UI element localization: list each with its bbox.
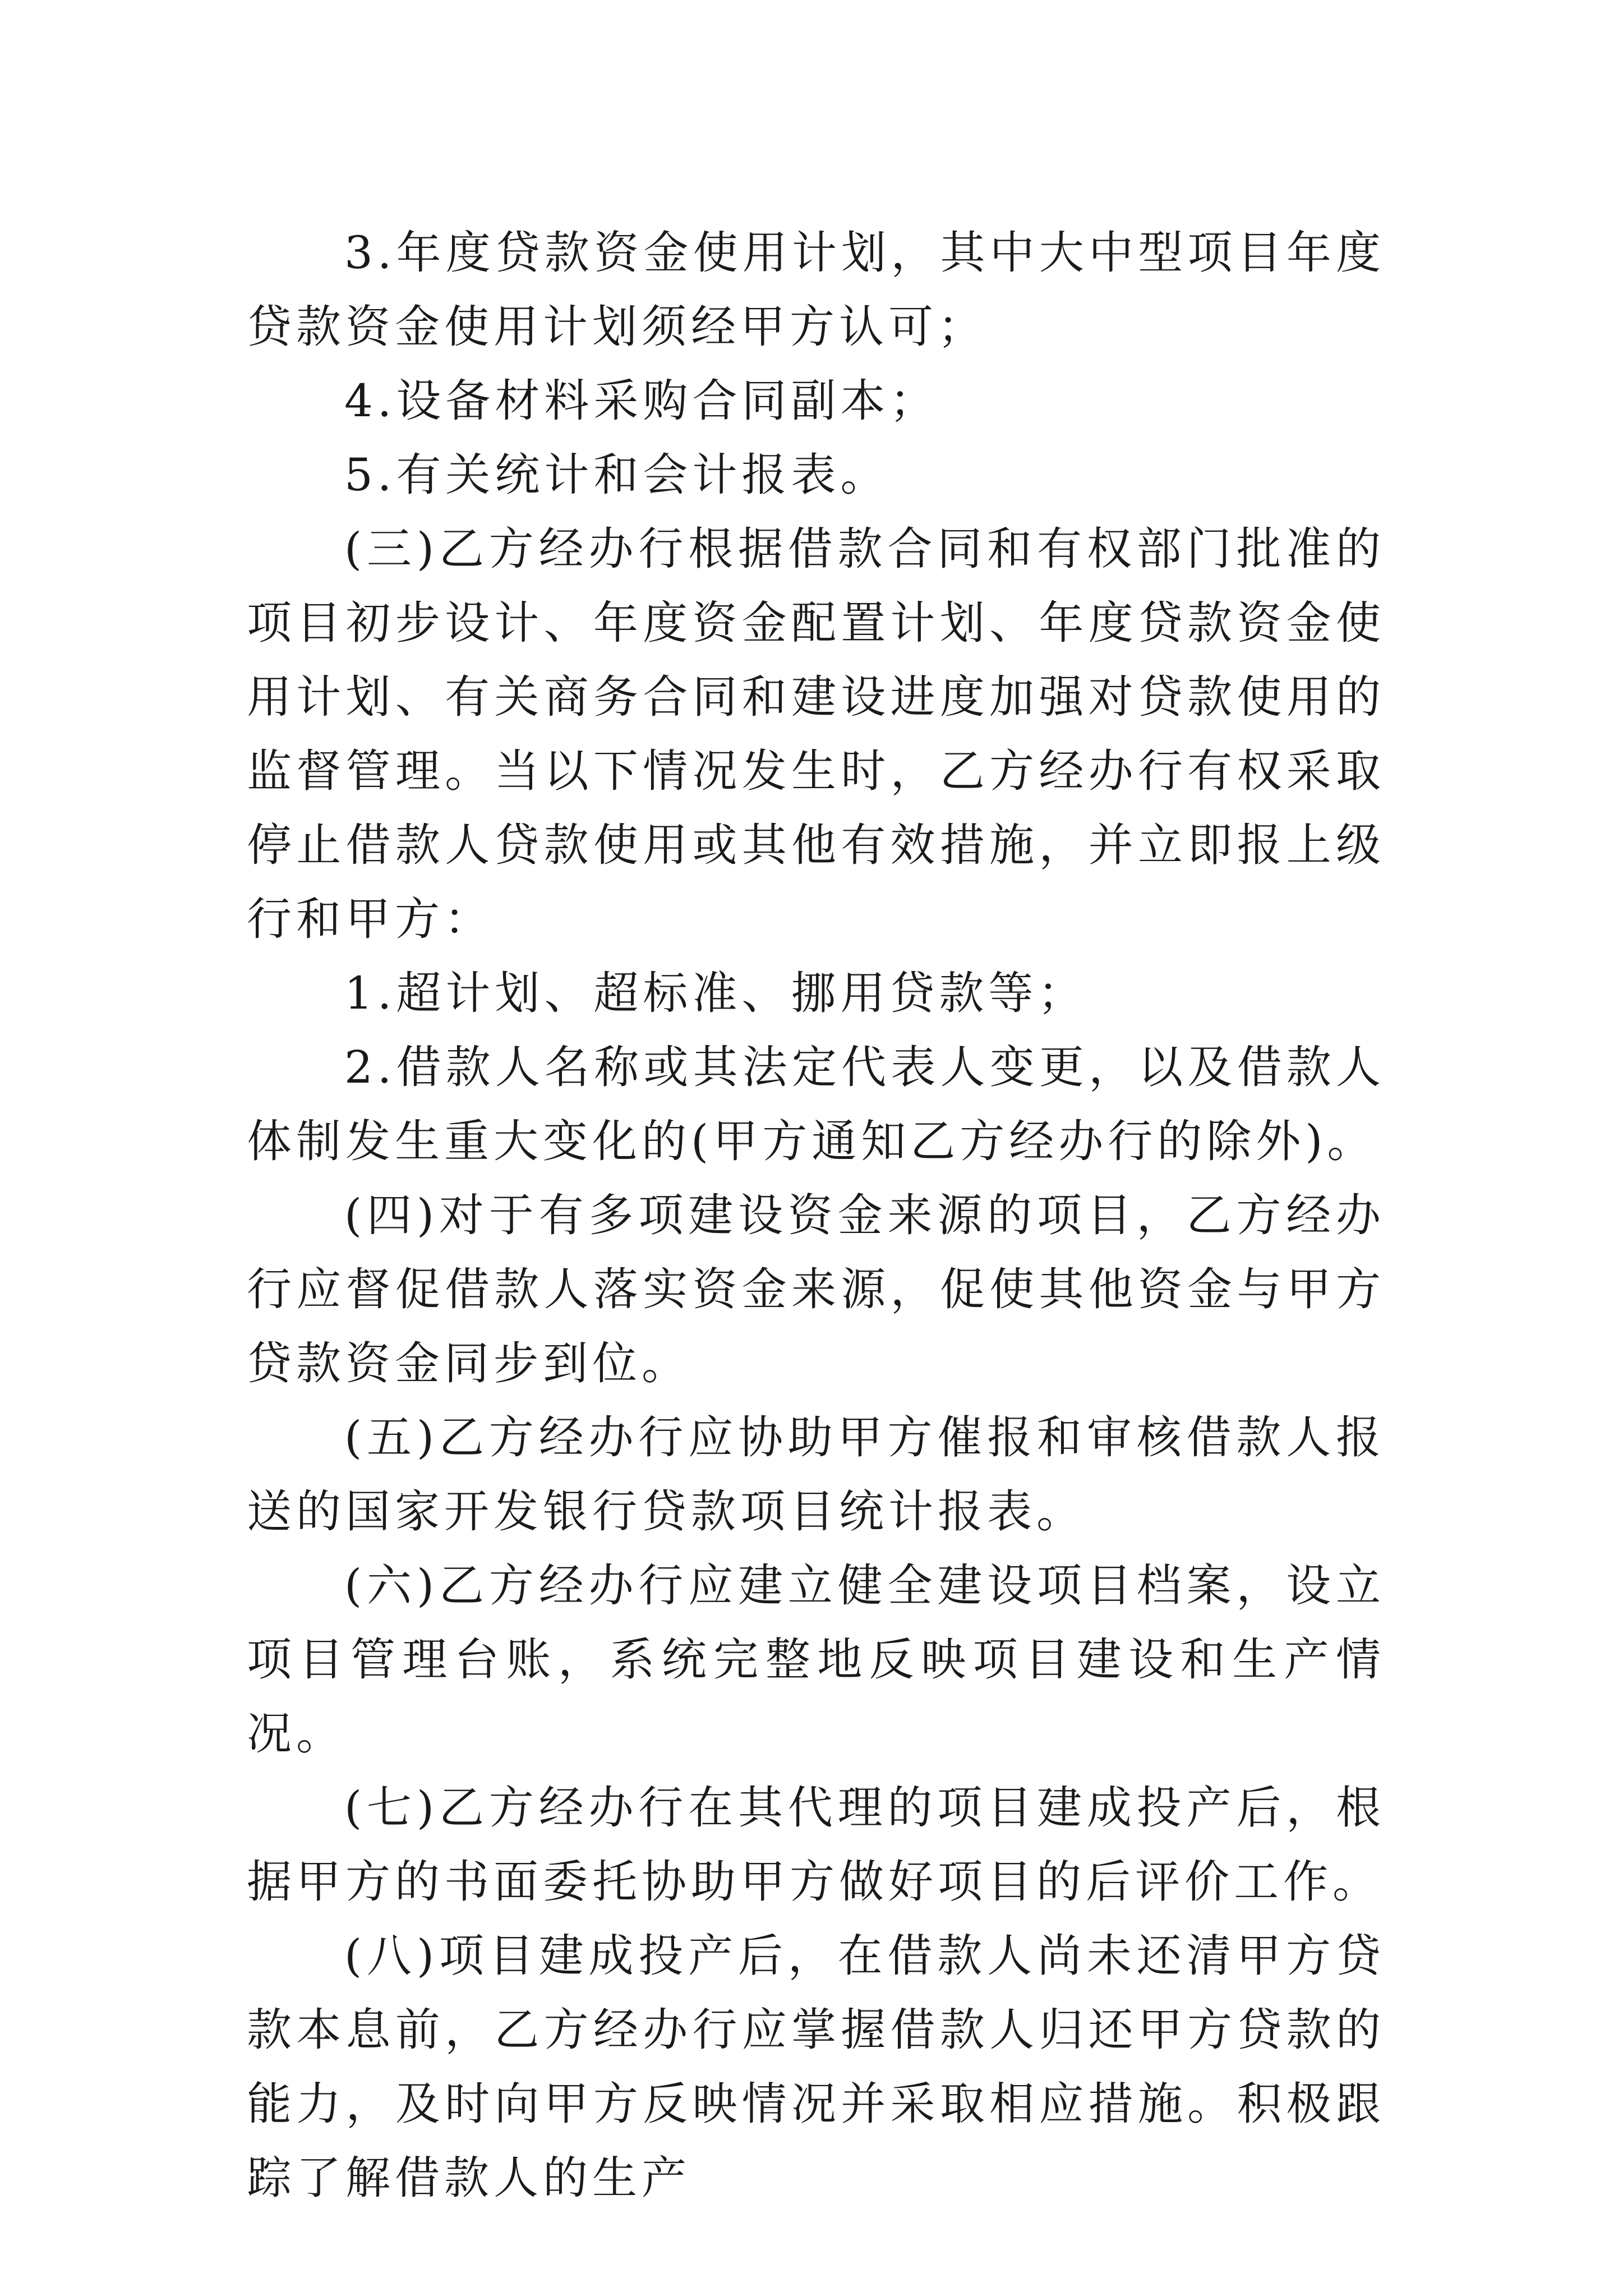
paragraph-section-8: (八)项目建成投产后，在借款人尚未还清甲方贷款本息前，乙方经办行应掌握借款人归还甲方贷款的能力，及时向甲方反映情况并采取相应措施。积极跟踪了解借款人的生产: [247, 1930, 1385, 2204]
paragraph-item-5: 5.有关统计和会计报表。: [344, 449, 890, 501]
paragraph-item-4: 4.设备材料采购合同副本；: [344, 375, 939, 427]
document-body: [247, 216, 1385, 2215]
paragraph-section-3: (三)乙方经办行根据借款合同和有权部门批准的项目初步设计、年度资金配置计划、年度贷款资金使用计划、有关商务合同和建设进度加强对贷款使用的监督管理。当以下情况发生时，乙方经办行有权采取停止借款人贷款使用或其他有效措施，并立即报上级行和甲方：: [247, 523, 1385, 945]
paragraph-item-2: 2.借款人名称或其法定代表人变更，以及借款人体制发生重大变化的(甲方通知乙方经办行的除外)。: [247, 1041, 1385, 1167]
paragraph-section-6: (六)乙方经办行应建立健全建设项目档案，设立项目管理台账，系统完整地反映项目建设和生产情况。: [247, 1559, 1385, 1760]
paragraph-item-3: 3.年度贷款资金使用计划，其中大中型项目年度贷款资金使用计划须经甲方认可；: [247, 227, 1385, 353]
paragraph-section-5: (五)乙方经办行应协助甲方催报和审核借款人报送的国家开发银行贷款项目统计报表。: [247, 1411, 1385, 1538]
paragraph-section-4: (四)对于有多项建设资金来源的项目，乙方经办行应督促借款人落实资金来源，促使其他资金与甲方贷款资金同步到位。: [247, 1189, 1385, 1389]
paragraph-item-1: 1.超计划、超标准、挪用贷款等；: [344, 967, 1087, 1019]
paragraph-section-7: (七)乙方经办行在其代理的项目建成投产后，根据甲方的书面委托协助甲方做好项目的后评价工作。: [247, 1782, 1385, 1908]
